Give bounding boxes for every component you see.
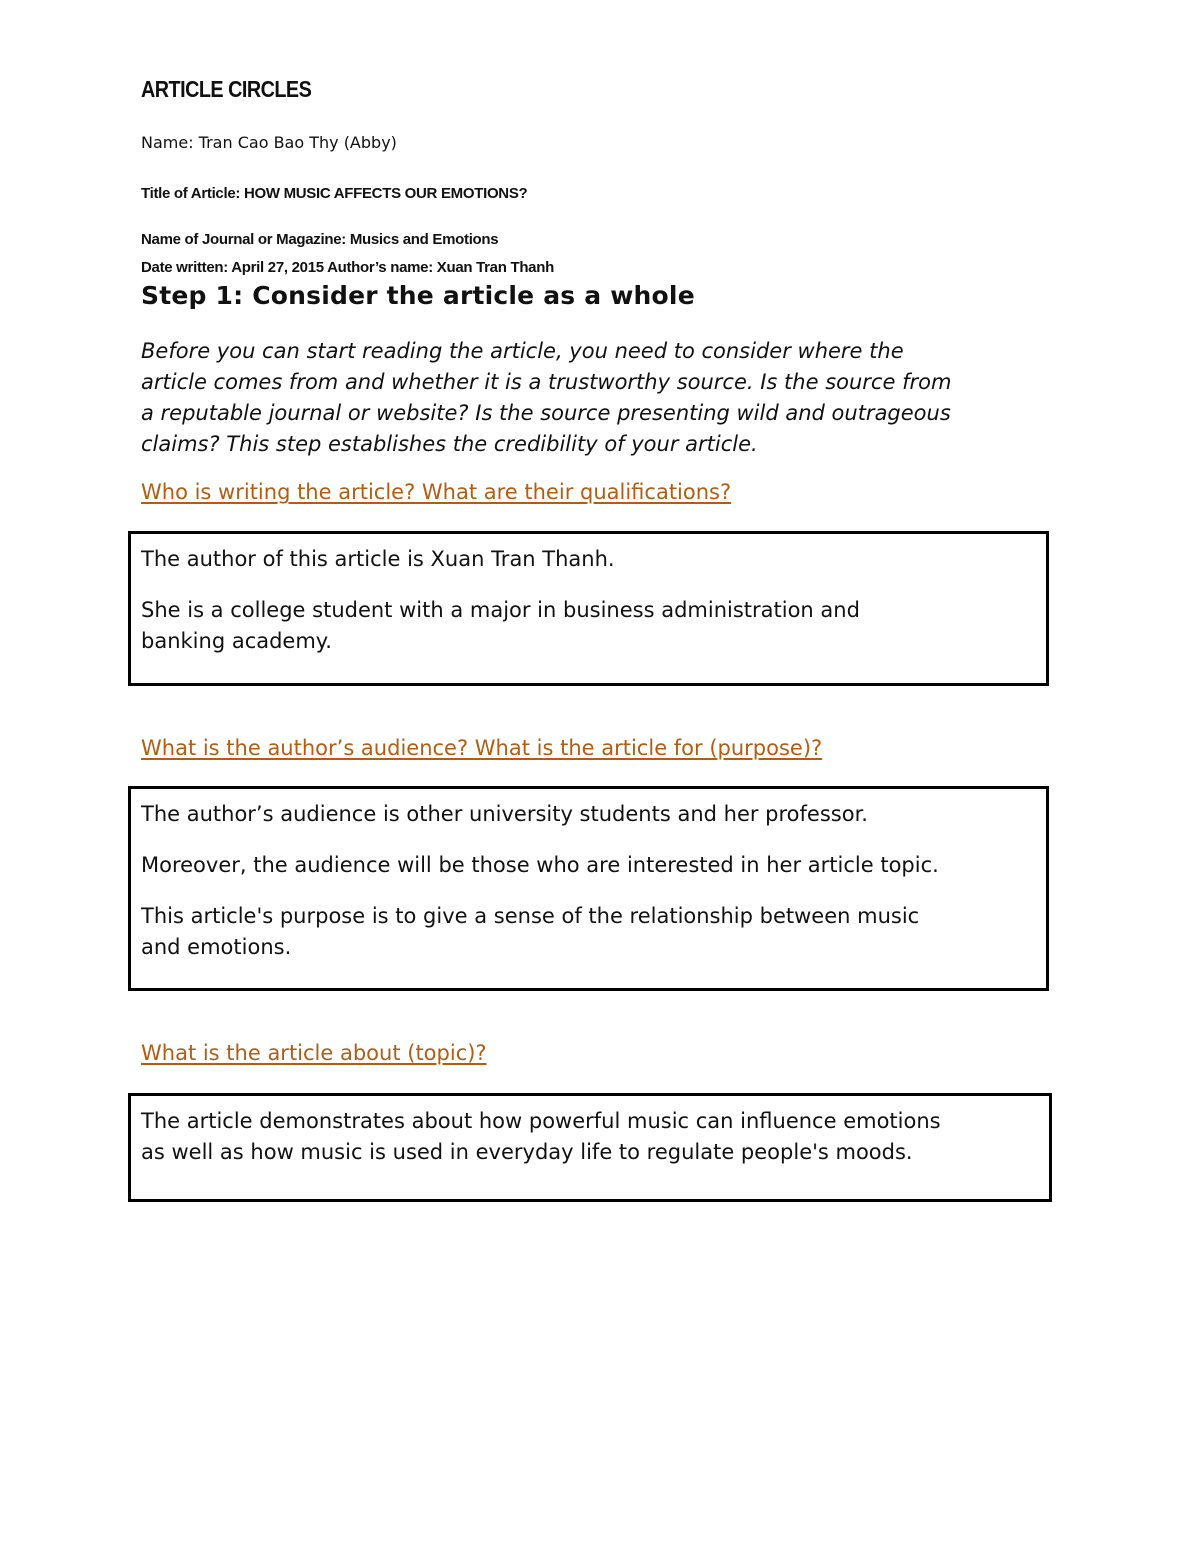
answer-line: Moreover, the audience will be those who are interested in her article topic. [141,853,939,877]
answer-line: The article demonstrates about how powerful music can influence emotions [141,1109,941,1133]
answer-line: The author of this article is Xuan Tran Thanh. [141,547,615,571]
document-title: ARTICLE CIRCLES [141,76,312,102]
intro-line: a reputable journal or website? Is the source presenting wild and outrageous [141,401,951,425]
student-name: Name: Tran Cao Bao Thy (Abby) [141,133,397,152]
question-author-qualifications: Who is writing the article? What are their qualifications? [141,480,732,504]
answer-line: as well as how music is used in everyday life to regulate people's moods. [141,1140,913,1164]
answer-paragraph [141,544,1036,575]
answer-paragraph [141,595,1036,657]
answer-paragraph [141,901,1036,963]
question-topic: What is the article about (topic)? [141,1041,487,1065]
answer-paragraph [141,1106,1039,1168]
question-audience-purpose: What is the author’s audience? What is the article for (purpose)? [141,736,823,760]
answer-paragraph [141,850,1036,881]
answer-line: The author’s audience is other university students and her professor. [141,802,868,826]
step-heading: Step 1: Consider the article as a whole [141,281,695,310]
intro-paragraph [141,336,1061,460]
date-author-line: Date written: April 27, 2015 Author’s name: Xuan Tran Thanh [141,259,554,276]
answer-line: and emotions. [141,935,292,959]
answer-line: This article's purpose is to give a sense of the relationship between music [141,904,920,928]
answer-box-topic[interactable] [128,1093,1052,1202]
answer-line: She is a college student with a major in business administration and [141,598,860,622]
intro-line: article comes from and whether it is a trustworthy source. Is the source from [141,370,952,394]
answer-paragraph [141,799,1036,830]
answer-box-audience[interactable] [128,786,1049,991]
article-title-line: Title of Article: HOW MUSIC AFFECTS OUR EMOTIONS? [141,185,528,202]
intro-line: claims? This step establishes the credibility of your article. [141,432,758,456]
answer-box-author[interactable] [128,531,1049,686]
intro-line: Before you can start reading the article, you need to consider where the [141,339,904,363]
answer-line: banking academy. [141,629,332,653]
journal-name-line: Name of Journal or Magazine: Musics and Emotions [141,231,499,248]
